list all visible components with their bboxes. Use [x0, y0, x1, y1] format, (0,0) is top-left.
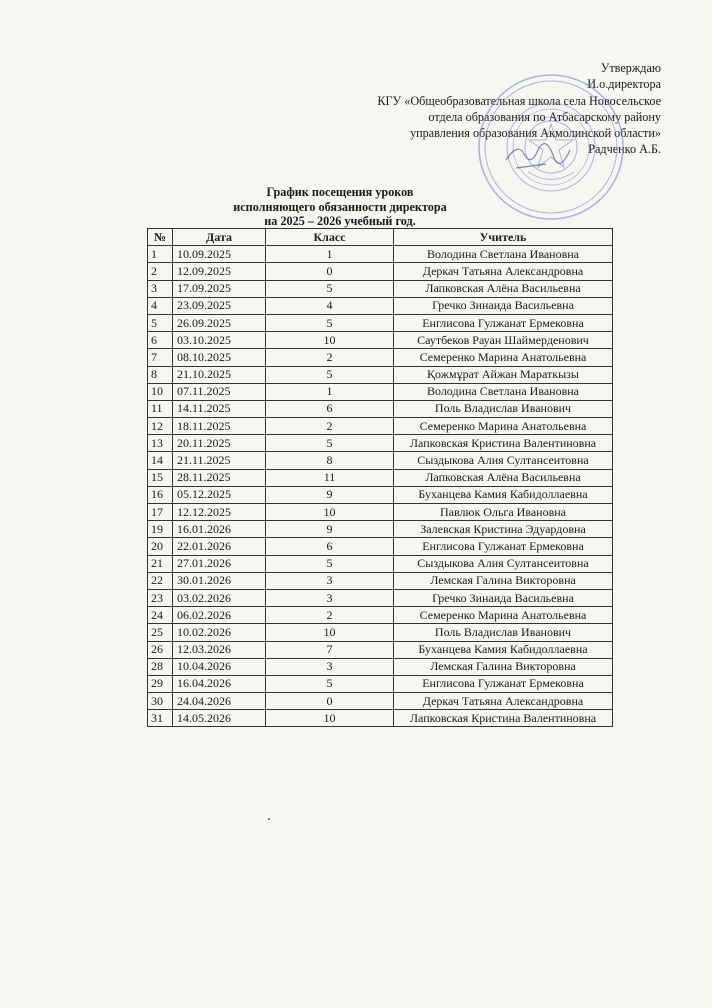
row-number: 1	[148, 246, 173, 263]
table-row	[148, 641, 613, 658]
row-number: 23	[148, 589, 173, 606]
row-number: 3	[148, 280, 173, 297]
table-row	[148, 400, 613, 417]
row-teacher: Лапковская Кристина Валентиновна	[394, 435, 613, 452]
table-row	[148, 246, 613, 263]
row-class: 0	[266, 693, 394, 710]
table-body	[148, 246, 613, 727]
title-line-3: на 2025 – 2026 учебный год.	[264, 214, 416, 228]
table-row	[148, 486, 613, 503]
row-class: 6	[266, 400, 394, 417]
row-date: 20.11.2025	[173, 435, 266, 452]
table-row	[148, 332, 613, 349]
row-class: 9	[266, 486, 394, 503]
table-row	[148, 280, 613, 297]
row-number: 17	[148, 504, 173, 521]
row-number: 21	[148, 555, 173, 572]
row-class: 3	[266, 589, 394, 606]
row-number: 26	[148, 641, 173, 658]
row-teacher: Буханцева Камия Кабидоллаевна	[394, 641, 613, 658]
table-row	[148, 624, 613, 641]
row-number: 6	[148, 332, 173, 349]
table-row	[148, 589, 613, 606]
row-teacher: Саутбеков Рауан Шаймерденович	[394, 332, 613, 349]
row-teacher: Енглисова Гулжанат Ермековна	[394, 538, 613, 555]
row-number: 15	[148, 469, 173, 486]
row-number: 7	[148, 349, 173, 366]
row-date: 12.03.2026	[173, 641, 266, 658]
row-date: 18.11.2025	[173, 418, 266, 435]
row-teacher: Лапковская Алёна Васильевна	[394, 280, 613, 297]
row-date: 24.04.2026	[173, 693, 266, 710]
row-date: 28.11.2025	[173, 469, 266, 486]
row-teacher: Семеренко Марина Анатольевна	[394, 607, 613, 624]
row-class: 8	[266, 452, 394, 469]
table-row	[148, 572, 613, 589]
row-teacher: Лемская Галина Викторовна	[394, 658, 613, 675]
row-teacher: Енглисова Гулжанат Ермековна	[394, 675, 613, 692]
table-row	[148, 263, 613, 280]
row-class: 3	[266, 572, 394, 589]
row-date: 23.09.2025	[173, 297, 266, 314]
row-number: 12	[148, 418, 173, 435]
table-header-row	[148, 229, 613, 246]
row-class: 1	[266, 383, 394, 400]
row-teacher: Поль Владислав Иванович	[394, 400, 613, 417]
row-teacher: Сыздыкова Алия Султансеитовна	[394, 555, 613, 572]
row-teacher: Гречко Зинаида Васильевна	[394, 589, 613, 606]
row-teacher: Енглисова Гулжанат Ермековна	[394, 314, 613, 331]
row-date: 21.11.2025	[173, 452, 266, 469]
row-teacher: Лапковская Алёна Васильевна	[394, 469, 613, 486]
row-class: 5	[266, 366, 394, 383]
row-number: 20	[148, 538, 173, 555]
approval-line: отдела образования по Атбасарскому району	[428, 109, 661, 124]
schedule-table	[147, 228, 613, 727]
table-row	[148, 675, 613, 692]
table-row	[148, 538, 613, 555]
row-teacher: Деркач Татьяна Александровна	[394, 263, 613, 280]
row-date: 17.09.2025	[173, 280, 266, 297]
row-number: 22	[148, 572, 173, 589]
row-number: 11	[148, 400, 173, 417]
table-row	[148, 658, 613, 675]
row-number: 28	[148, 658, 173, 675]
row-date: 10.02.2026	[173, 624, 266, 641]
stray-mark	[268, 818, 270, 820]
row-date: 06.02.2026	[173, 607, 266, 624]
header-teacher: Учитель	[394, 229, 613, 246]
row-class: 10	[266, 624, 394, 641]
row-teacher: Гречко Зинаида Васильевна	[394, 297, 613, 314]
row-teacher: Лапковская Кристина Валентиновна	[394, 710, 613, 727]
row-number: 14	[148, 452, 173, 469]
row-teacher: Залевская Кристина Эдуардовна	[394, 521, 613, 538]
title-line-1: График посещения уроков	[266, 185, 414, 199]
row-teacher: Семеренко Марина Анатольевна	[394, 418, 613, 435]
row-date: 12.12.2025	[173, 504, 266, 521]
document-title	[200, 185, 480, 229]
row-date: 03.10.2025	[173, 332, 266, 349]
row-class: 2	[266, 418, 394, 435]
row-date: 21.10.2025	[173, 366, 266, 383]
table-row	[148, 710, 613, 727]
title-line-2: исполняющего обязанности директора	[233, 199, 447, 214]
row-date: 16.04.2026	[173, 675, 266, 692]
row-date: 16.01.2026	[173, 521, 266, 538]
table-row	[148, 435, 613, 452]
header-class: Класс	[266, 229, 394, 246]
table-row	[148, 349, 613, 366]
table-row	[148, 418, 613, 435]
row-class: 10	[266, 504, 394, 521]
row-date: 10.09.2025	[173, 246, 266, 263]
row-number: 31	[148, 710, 173, 727]
row-class: 3	[266, 658, 394, 675]
row-class: 7	[266, 641, 394, 658]
approval-line: Утверждаю	[600, 61, 661, 75]
official-seal-icon	[476, 72, 626, 222]
table-row	[148, 383, 613, 400]
row-date: 14.11.2025	[173, 400, 266, 417]
row-date: 14.05.2026	[173, 710, 266, 727]
row-class: 10	[266, 710, 394, 727]
row-number: 10	[148, 383, 173, 400]
row-class: 5	[266, 675, 394, 692]
row-number: 24	[148, 607, 173, 624]
row-teacher: Лемская Галина Викторовна	[394, 572, 613, 589]
row-class: 9	[266, 521, 394, 538]
row-teacher: Семеренко Марина Анатольевна	[394, 349, 613, 366]
row-teacher: Деркач Татьяна Александровна	[394, 693, 613, 710]
table-row	[148, 607, 613, 624]
row-number: 19	[148, 521, 173, 538]
row-class: 2	[266, 349, 394, 366]
table-row	[148, 469, 613, 486]
approval-line: И.о.директора	[587, 77, 661, 92]
table-row	[148, 452, 613, 469]
row-date: 08.10.2025	[173, 349, 266, 366]
table-row	[148, 504, 613, 521]
row-teacher: Қожмұрат Айжан Мараткызы	[394, 366, 613, 383]
header-date: Дата	[173, 229, 266, 246]
table-row	[148, 693, 613, 710]
row-class: 5	[266, 314, 394, 331]
row-date: 30.01.2026	[173, 572, 266, 589]
row-number: 8	[148, 366, 173, 383]
table-row	[148, 555, 613, 572]
row-number: 30	[148, 693, 173, 710]
table-row	[148, 297, 613, 314]
row-class: 0	[266, 263, 394, 280]
row-number: 4	[148, 297, 173, 314]
row-class: 2	[266, 607, 394, 624]
row-class: 5	[266, 555, 394, 572]
row-class: 5	[266, 280, 394, 297]
table-row	[148, 521, 613, 538]
row-date: 22.01.2026	[173, 538, 266, 555]
approval-signatory: Радченко А.Б.	[588, 142, 661, 157]
row-number: 2	[148, 263, 173, 280]
row-date: 05.12.2025	[173, 486, 266, 503]
row-number: 25	[148, 624, 173, 641]
row-number: 29	[148, 675, 173, 692]
row-date: 12.09.2025	[173, 263, 266, 280]
row-number: 13	[148, 435, 173, 452]
row-class: 6	[266, 538, 394, 555]
row-number: 16	[148, 486, 173, 503]
row-teacher: Павлюк Ольга Ивановна	[394, 504, 613, 521]
table-row	[148, 366, 613, 383]
row-date: 10.04.2026	[173, 658, 266, 675]
row-teacher: Володина Светлана Ивановна	[394, 246, 613, 263]
row-class: 11	[266, 469, 394, 486]
row-date: 07.11.2025	[173, 383, 266, 400]
row-teacher: Сыздыкова Алия Султансеитовна	[394, 452, 613, 469]
row-date: 27.01.2026	[173, 555, 266, 572]
row-date: 26.09.2025	[173, 314, 266, 331]
approval-line: управления образования Акмолинской области»	[410, 126, 661, 141]
row-class: 1	[266, 246, 394, 263]
header-number: №	[148, 229, 173, 246]
row-class: 10	[266, 332, 394, 349]
approval-line: КГУ «Общеобразовательная школа села Новосельское	[377, 93, 661, 108]
row-teacher: Володина Светлана Ивановна	[394, 383, 613, 400]
table-row	[148, 314, 613, 331]
row-teacher: Буханцева Камия Кабидоллаевна	[394, 486, 613, 503]
row-number: 5	[148, 314, 173, 331]
row-teacher: Поль Владислав Иванович	[394, 624, 613, 641]
row-class: 5	[266, 435, 394, 452]
row-date: 03.02.2026	[173, 589, 266, 606]
row-class: 4	[266, 297, 394, 314]
